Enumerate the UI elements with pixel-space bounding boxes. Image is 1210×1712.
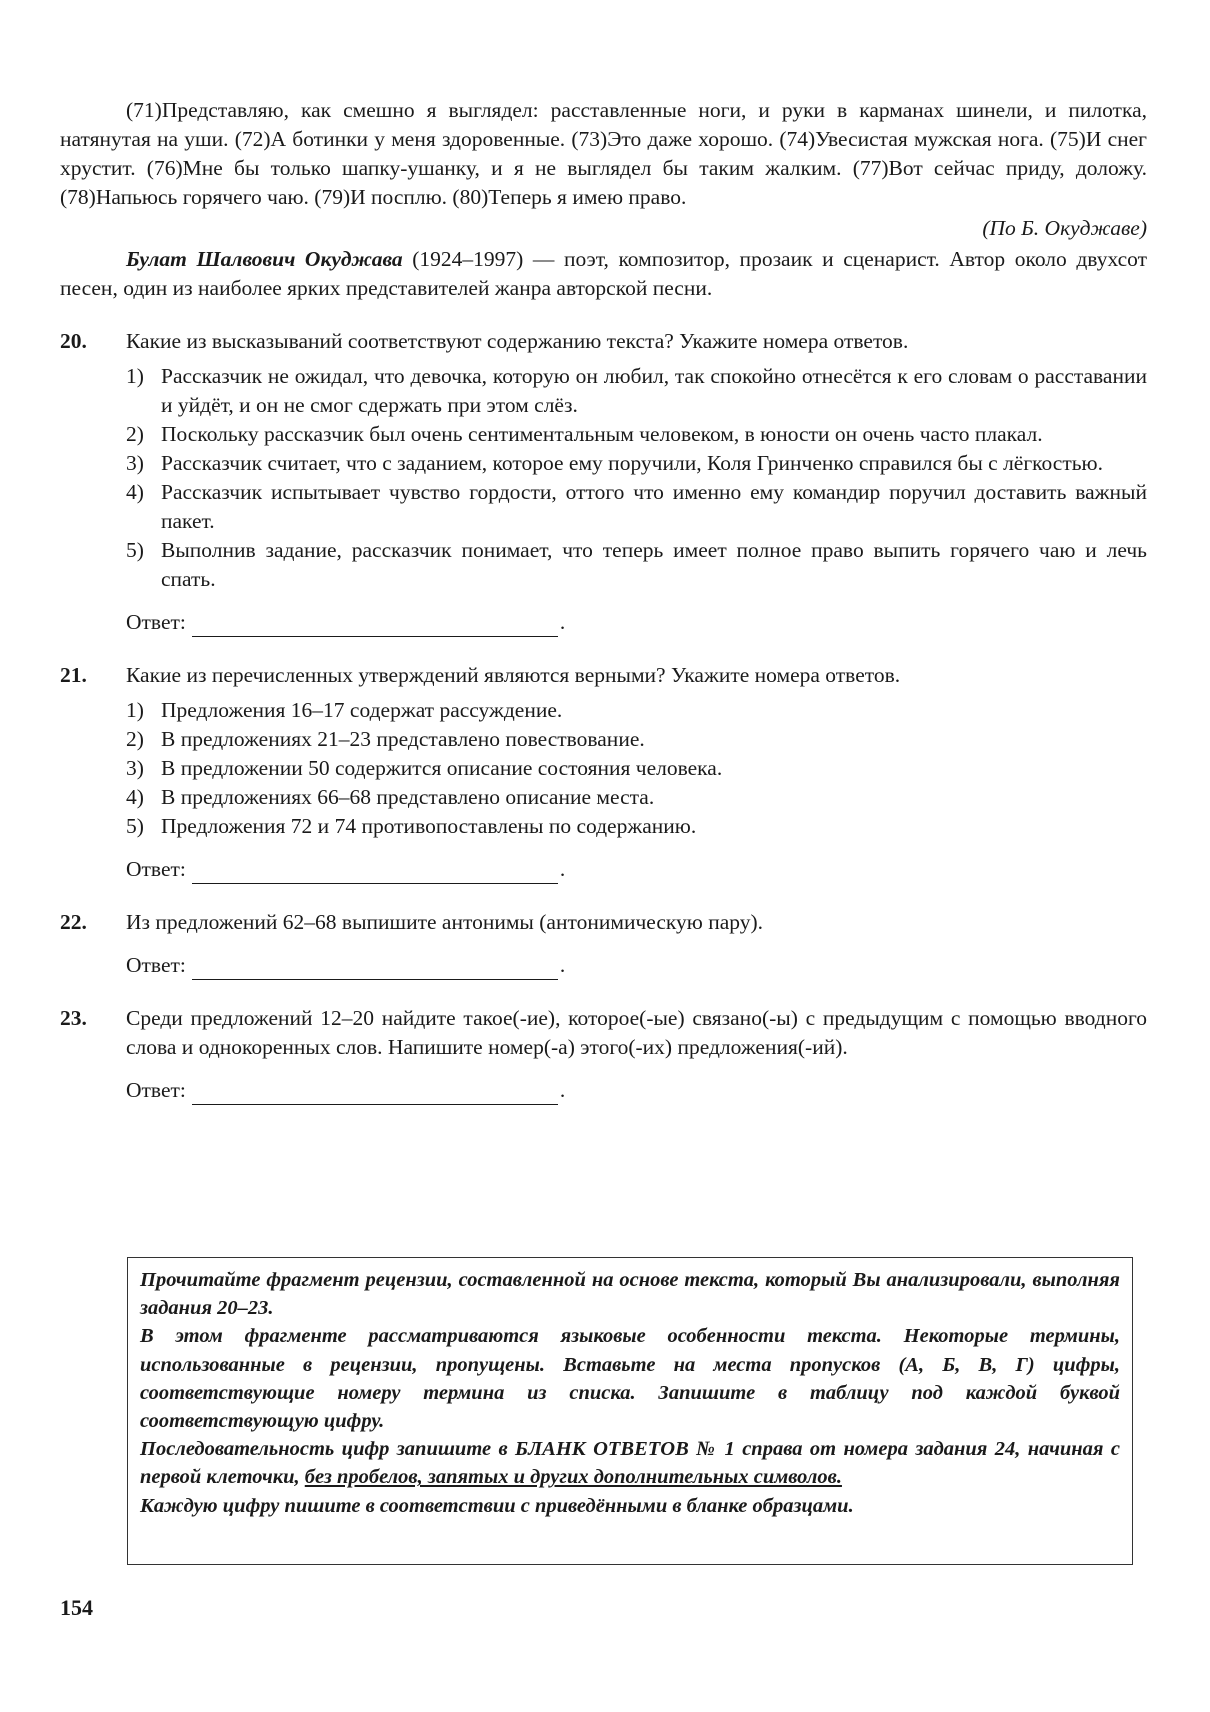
passage-text: (71)Представляю, как смешно я выглядел: расставленные ноги, и руки в карманах шинели, и пилотка, натянутая на уши. (72)А ботинки у меня здоровенные. (73)Это даже хорошо. (74)Увесистая мужская нога. (75)И снег хрустит. (76)Мне бы только шапку-ушанку, и я не выглядел бы таким жалким. (77)Вот сейчас приду, доложу. (78)Напьюсь горячего чаю. (79)И посплю. (80)Теперь я имею право. [60, 98, 1147, 209]
option-number: 1) [126, 364, 144, 388]
answer-end: . [559, 1078, 566, 1102]
task-23 [60, 1004, 1147, 1105]
author-bio [60, 245, 1147, 303]
option-text: Предложения 72 и 74 противопоставлены по содержанию. [161, 814, 697, 838]
task-question: Из предложений 62–68 выпишите антонимы (антонимическую пару). [126, 910, 764, 934]
option-text: В предложениях 66–68 представлено описание места. [161, 785, 655, 809]
answer-row [126, 855, 1147, 884]
option-number: 4) [126, 480, 144, 504]
answer-row [126, 608, 1147, 637]
option-text: Рассказчик испытывает чувство гордости, оттого что именно ему командир поручил доставить важный пакет. [161, 480, 1147, 533]
option-item [126, 725, 1147, 754]
instructions-p4: Каждую цифру пишите в соответствии с приведёнными в бланке образцами. [140, 1494, 854, 1517]
option-text: Поскольку рассказчик был очень сентиментальным человеком, в юности он очень часто плакал. [161, 422, 1043, 446]
option-text: В предложении 50 содержится описание состояния человека. [161, 756, 723, 780]
author-bio-text: (1924–1997) — поэт, композитор, прозаик и сценарист. Автор около двухсот песен, один из наиболее ярких представителей жанра авторской песни. [60, 247, 1147, 300]
option-item [126, 812, 1147, 841]
answer-line[interactable] [192, 1082, 558, 1105]
task-question: Среди предложений 12–20 найдите такое(-ие), которое(-ые) связано(-ы) с предыдущим с помощью вводного слова и однокоренных слов. Напишите номер(-а) этого(-их) предложения(-ий). [126, 1006, 1147, 1059]
passage-source: (По Б. Окуджаве) [982, 216, 1147, 240]
answer-line[interactable] [192, 957, 558, 980]
option-item [126, 449, 1147, 478]
options-list [126, 362, 1147, 594]
task-22 [60, 908, 1147, 980]
option-number: 3) [126, 451, 144, 475]
answer-label: Ответ: [126, 1078, 186, 1102]
main-column [60, 96, 1147, 1105]
option-item [126, 478, 1147, 536]
answer-end: . [559, 953, 566, 977]
option-item [126, 696, 1147, 725]
answer-row [126, 1076, 1147, 1105]
task-number: 20. [60, 329, 87, 353]
option-text: Рассказчик считает, что с заданием, которое ему поручили, Коля Гринченко справился бы с лёгкостью. [161, 451, 1103, 475]
option-text: Выполнив задание, рассказчик понимает, что теперь имеет полное право выпить горячего чаю и лечь спать. [161, 538, 1147, 591]
option-item [126, 362, 1147, 420]
task-number: 22. [60, 910, 87, 934]
option-item [126, 420, 1147, 449]
answer-label: Ответ: [126, 857, 186, 881]
options-list [126, 696, 1147, 841]
instructions-p3-start: Последовательность цифр запишите в БЛАНК ОТВЕТОВ № 1 справа от номера задания 24, начиная с первой клеточки, [140, 1438, 1120, 1489]
option-number: 5) [126, 814, 144, 838]
answer-label: Ответ: [126, 953, 186, 977]
option-number: 5) [126, 538, 144, 562]
instructions-p1: Прочитайте фрагмент рецензии, составленной на основе текста, который Вы анализировали, выполняя задания 20–23. [140, 1269, 1120, 1320]
answer-end: . [559, 857, 566, 881]
option-number: 3) [126, 756, 144, 780]
option-text: В предложениях 21–23 представлено повествование. [161, 727, 645, 751]
instructions-p2: В этом фрагменте рассматриваются языковые особенности текста. Некоторые термины, использованные в рецензии, пропущены. Вставьте на места пропусков (А, Б, В, Г) цифры, соответствующие номеру термина из списка. Запишите в таблицу под каждой буквой соответствующую цифру. [140, 1325, 1120, 1433]
answer-end: . [559, 610, 566, 634]
option-text: Предложения 16–17 содержат рассуждение. [161, 698, 563, 722]
option-number: 2) [126, 727, 144, 751]
option-item [126, 754, 1147, 783]
option-number: 4) [126, 785, 144, 809]
option-item [126, 536, 1147, 594]
answer-row [126, 951, 1147, 980]
task-number: 21. [60, 663, 87, 687]
page-number: 154 [60, 1595, 93, 1620]
author-name: Булат Шалвович Окуджава [126, 247, 403, 271]
answer-line[interactable] [192, 861, 558, 884]
task-question: Какие из высказываний соответствуют содержанию текста? Укажите номера ответов. [126, 329, 909, 353]
task-number: 23. [60, 1006, 87, 1030]
option-number: 2) [126, 422, 144, 446]
task-question: Какие из перечисленных утверждений являются верными? Укажите номера ответов. [126, 663, 901, 687]
answer-label: Ответ: [126, 610, 186, 634]
option-number: 1) [126, 698, 144, 722]
option-text: Рассказчик не ожидал, что девочка, которую он любил, так спокойно отнесётся к его словам о расставании и уйдёт, и он не смог сдержать при этом слёз. [161, 364, 1147, 417]
task-21 [60, 661, 1147, 884]
instructions-p3-underlined: без пробелов, запятых и других дополнительных символов. [304, 1466, 842, 1489]
instructions-box [127, 1257, 1133, 1565]
answer-line[interactable] [192, 614, 558, 637]
instructions-p3 [140, 1435, 1120, 1491]
task-20 [60, 327, 1147, 637]
option-item [126, 783, 1147, 812]
